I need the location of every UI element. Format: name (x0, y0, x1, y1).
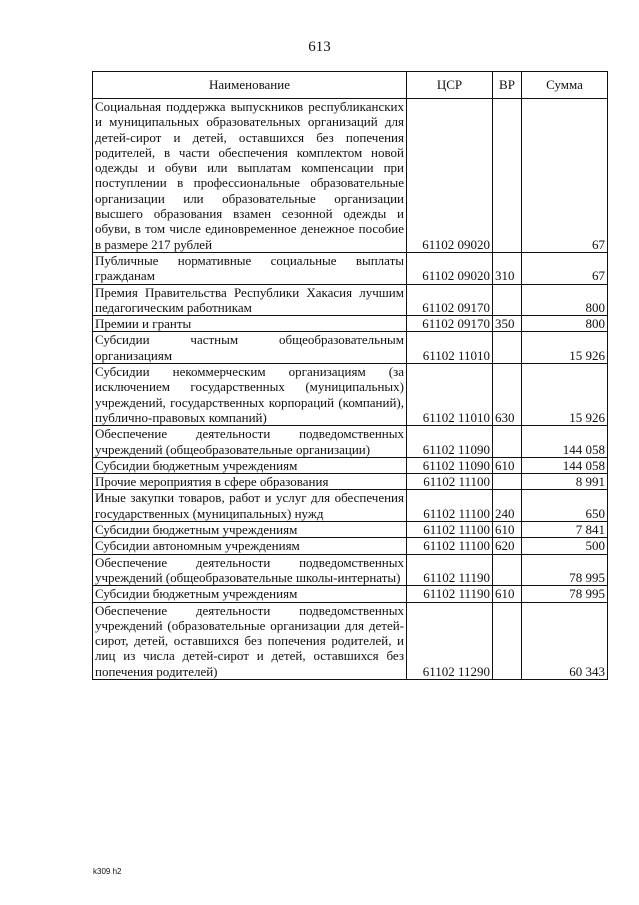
row-vr (493, 554, 522, 586)
row-vr (493, 474, 522, 490)
row-csr: 61102 11100 (407, 538, 493, 554)
table-row (93, 522, 608, 538)
table-row (93, 538, 608, 554)
table-row (93, 586, 608, 602)
row-name: Публичные нормативные социальные выплаты гражданам (93, 252, 407, 284)
row-name: Иные закупки товаров, работ и услуг для обеспечения государственных (муниципальных) нужд (93, 490, 407, 522)
row-sum: 60 343 (522, 602, 608, 679)
row-vr: 630 (493, 364, 522, 426)
row-vr (493, 284, 522, 316)
table-row (93, 332, 608, 364)
table-row (93, 364, 608, 426)
row-sum: 650 (522, 490, 608, 522)
table-row (93, 490, 608, 522)
row-name: Субсидии некоммерческим организациям (за исключением государственных (муниципальных) учреждений, государственных корпораций (компаний), публично-правовых компаний) (93, 364, 407, 426)
table-row (93, 99, 608, 253)
row-sum: 78 995 (522, 554, 608, 586)
row-name: Субсидии частным общеобразовательным организациям (93, 332, 407, 364)
row-name: Обеспечение деятельности подведомственных учреждений (общеобразовательные организации) (93, 426, 407, 458)
row-vr: 620 (493, 538, 522, 554)
header-sum: Сумма (522, 72, 608, 99)
row-vr (493, 602, 522, 679)
row-vr: 240 (493, 490, 522, 522)
row-vr (493, 99, 522, 253)
row-csr: 61102 11100 (407, 474, 493, 490)
row-vr: 310 (493, 252, 522, 284)
table-row (93, 474, 608, 490)
row-name: Премии и гранты (93, 316, 407, 332)
row-csr: 61102 11100 (407, 490, 493, 522)
row-sum: 800 (522, 316, 608, 332)
row-name: Обеспечение деятельности подведомственных учреждений (общеобразовательные школы-интернаты) (93, 554, 407, 586)
row-sum: 144 058 (522, 426, 608, 458)
table-row (93, 252, 608, 284)
header-csr: ЦСР (407, 72, 493, 99)
row-sum: 800 (522, 284, 608, 316)
row-name: Субсидии автономным учреждениям (93, 538, 407, 554)
row-name: Премия Правительства Республики Хакасия лучшим педагогическим работникам (93, 284, 407, 316)
row-name: Обеспечение деятельности подведомственных учреждений (образовательные организации для детей-сирот, детей, оставшихся без попечения родителей, и лиц из числа детей-сирот и детей, оставшихся без попечения родителей) (93, 602, 407, 679)
table-row (93, 457, 608, 473)
row-name: Прочие мероприятия в сфере образования (93, 474, 407, 490)
row-vr: 350 (493, 316, 522, 332)
row-csr: 61102 09170 (407, 316, 493, 332)
table-row (93, 554, 608, 586)
row-sum: 67 (522, 99, 608, 253)
row-sum: 500 (522, 538, 608, 554)
row-sum: 78 995 (522, 586, 608, 602)
table-row (93, 602, 608, 679)
row-csr: 61102 11290 (407, 602, 493, 679)
row-csr: 61102 11010 (407, 364, 493, 426)
row-csr: 61102 11190 (407, 554, 493, 586)
row-sum: 7 841 (522, 522, 608, 538)
row-sum: 15 926 (522, 364, 608, 426)
row-sum: 67 (522, 252, 608, 284)
row-vr: 610 (493, 586, 522, 602)
header-name: Наименование (93, 72, 407, 99)
table-row (93, 284, 608, 316)
row-csr: 61102 09170 (407, 284, 493, 316)
row-csr: 61102 11090 (407, 426, 493, 458)
table-header-row (93, 72, 608, 99)
row-csr: 61102 11010 (407, 332, 493, 364)
row-name: Субсидии бюджетным учреждениям (93, 586, 407, 602)
row-csr: 61102 11100 (407, 522, 493, 538)
row-name: Субсидии бюджетным учреждениям (93, 522, 407, 538)
row-vr: 610 (493, 522, 522, 538)
header-vr: ВР (493, 72, 522, 99)
row-vr (493, 426, 522, 458)
row-sum: 15 926 (522, 332, 608, 364)
row-sum: 8 991 (522, 474, 608, 490)
row-csr: 61102 11090 (407, 457, 493, 473)
table-row (93, 316, 608, 332)
page-number: 613 (308, 39, 331, 55)
table-row (93, 426, 608, 458)
row-name: Субсидии бюджетным учреждениям (93, 457, 407, 473)
footer-code: k309 h2 (93, 867, 122, 876)
row-csr: 61102 09020 (407, 252, 493, 284)
row-csr: 61102 11190 (407, 586, 493, 602)
row-csr: 61102 09020 (407, 99, 493, 253)
row-vr (493, 332, 522, 364)
row-sum: 144 058 (522, 457, 608, 473)
row-name: Социальная поддержка выпускников республиканских и муниципальных образовательных организаций для детей-сирот и детей, оставшихся без попечения родителей, в части обеспечения комплектом новой одежды и обуви или выплатам компенсации при поступлении в профессиональные образовательные организации или образовательные организации высшего образования взамен сезонной одежды и обуви, в том числе единовременное денежное пособие в размере 217 рублей (93, 99, 407, 253)
row-vr: 610 (493, 457, 522, 473)
budget-table (92, 71, 608, 680)
